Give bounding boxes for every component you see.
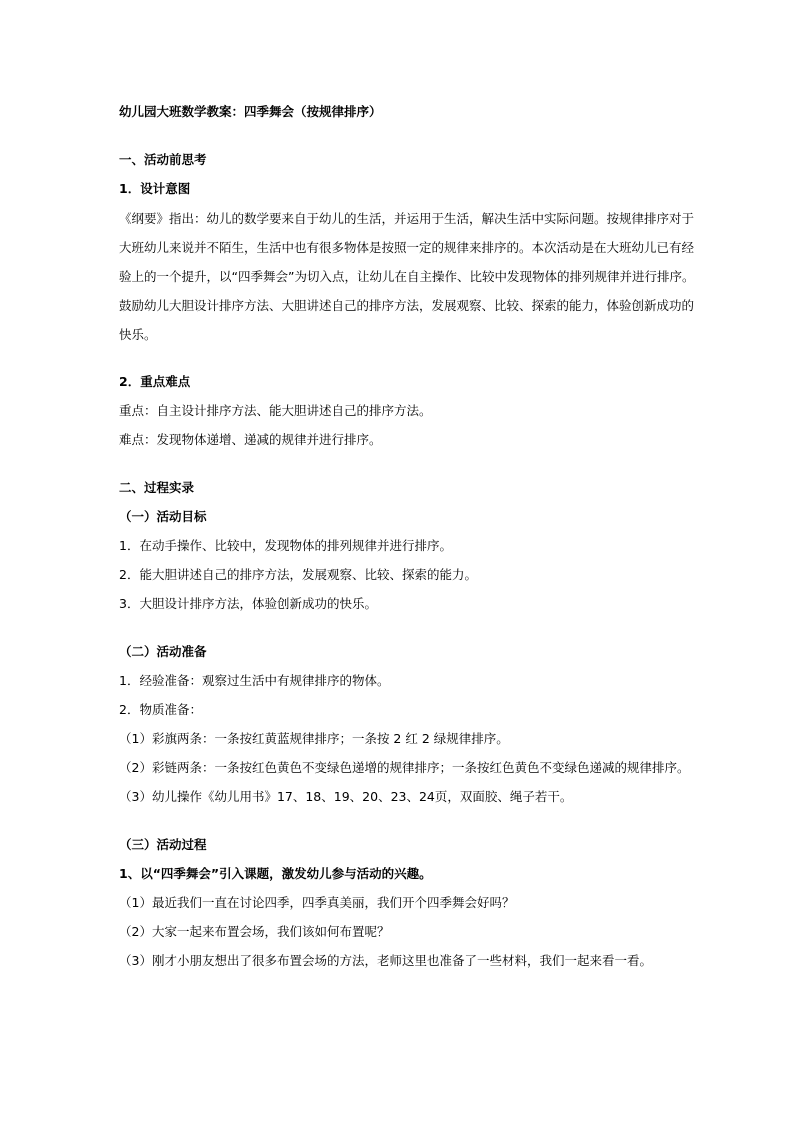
prep-item: 2．物质准备： (119, 702, 202, 717)
process-item: （1）最近我们一直在讨论四季，四季真美丽，我们开个四季舞会好吗？ (119, 895, 515, 910)
design-intent-heading: 1．设计意图 (119, 181, 191, 196)
process-heading: （三）活动过程 (119, 837, 207, 852)
prep-heading: （二）活动准备 (119, 644, 207, 659)
goal-item: 3．大胆设计排序方法，体验创新成功的快乐。 (119, 596, 377, 611)
design-intent-paragraph (119, 204, 695, 349)
paragraph-line: 大班幼儿来说并不陌生，生活中也有很多物体是按照一定的规律来排序的。本次活动是在大班幼儿已有经 (119, 240, 695, 255)
prep-item: 1．经验准备：观察过生活中有规律排序的物体。 (119, 673, 390, 688)
difficulty-text: 难点：发现物体递增、递减的规律并进行排序。 (119, 432, 382, 447)
goal-item: 1．在动手操作、比较中，发现物体的排列规律并进行排序。 (119, 538, 452, 553)
paragraph-line: 验上的一个提升，以“四季舞会”为切入点，让幼儿在自主操作、比较中发现物体的排列规律并进行排序。 (119, 269, 695, 284)
prep-item: （3）幼儿操作《幼儿用书》17、18、19、20、23、24页，双面胶、绳子若干。 (119, 789, 573, 804)
section1-heading: 一、活动前思考 (119, 152, 207, 167)
document-title: 幼儿园大班数学教案：四季舞会（按规律排序） (119, 104, 382, 119)
keypoints-heading: 2．重点难点 (119, 374, 191, 389)
goal-item: 2．能大胆讲述自己的排序方法，发展观察、比较、探索的能力。 (119, 567, 477, 582)
process-step1: 1、以“四季舞会”引入课题，激发幼儿参与活动的兴趣。 (119, 866, 432, 881)
process-item: （3）刚才小朋友想出了很多布置会场的方法，老师这里也准备了一些材料，我们一起来看一看。 (119, 953, 652, 968)
process-item: （2）大家一起来布置会场，我们该如何布置呢？ (119, 924, 390, 939)
paragraph-line: 《纲要》指出：幼儿的数学要来自于幼儿的生活，并运用于生活，解决生活中实际问题。按规律排序对于 (119, 211, 695, 226)
goals-heading: （一）活动目标 (119, 509, 207, 524)
prep-item: （1）彩旗两条：一条按红黄蓝规律排序；一条按 2 红 2 绿规律排序。 (119, 731, 509, 746)
prep-item: （2）彩链两条：一条按红色黄色不变绿色递增的规律排序；一条按红色黄色不变绿色递减的规律排序。 (119, 760, 690, 775)
paragraph-line: 快乐。 (119, 327, 157, 342)
paragraph-line: 鼓励幼儿大胆设计排序方法、大胆讲述自己的排序方法，发展观察、比较、探索的能力，体验创新成功的 (119, 298, 695, 313)
section2-heading: 二、过程实录 (119, 480, 195, 495)
focus-text: 重点：自主设计排序方法、能大胆讲述自己的排序方法。 (119, 403, 432, 418)
